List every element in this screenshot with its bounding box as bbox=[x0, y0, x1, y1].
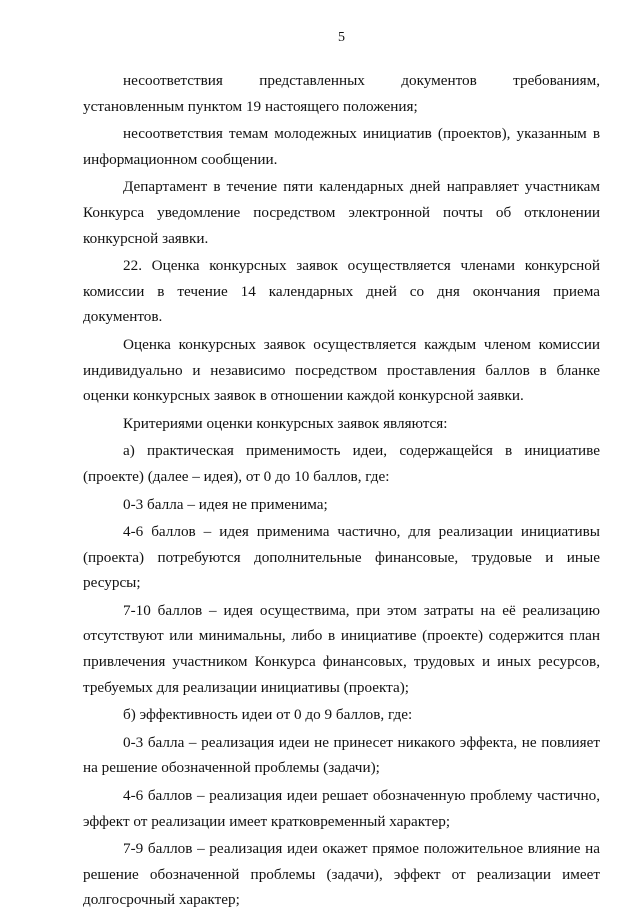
page-number: 5 bbox=[338, 30, 345, 45]
paragraph-13: 4-6 баллов – реализация идеи решает обозначенную проблему частично, эффект от реализации имеет кратковременный характер; bbox=[83, 787, 600, 830]
paragraph-11: б) эффективность идеи от 0 до 9 баллов, где: bbox=[123, 706, 413, 724]
paragraph-10: 7-10 баллов – идея осуществима, при этом затраты на её реализацию отсутствуют или минимальны, либо в инициативе (проекте) содержится план привлечения участником Конкурса финансовых, трудовых и иных ресурсов, требуемых для реализации инициативы (проекта); bbox=[83, 601, 600, 696]
paragraph-2: несоответствия темам молодежных инициатив (проектов), указанным в информационном сообщении. bbox=[83, 125, 600, 168]
paragraph-14: 7-9 баллов – реализация идеи окажет прямое положительное влияние на решение обозначенной проблемы (задачи), эффект от реализации имеет долгосрочный характер; bbox=[83, 840, 600, 909]
paragraph-6: Критериями оценки конкурсных заявок являются: bbox=[123, 414, 448, 432]
paragraph-3: Департамент в течение пяти календарных дней направляет участникам Конкурса уведомление посредством электронной почты об отклонении конкурсной заявки. bbox=[83, 178, 600, 247]
paragraph-1: несоответствия представленных документов требованиям, установленным пунктом 19 настоящего положения; bbox=[83, 72, 600, 115]
paragraph-8: 0-3 балла – идея не применима; bbox=[123, 495, 328, 513]
paragraph-5: Оценка конкурсных заявок осуществляется каждым членом комиссии индивидуально и независимо посредством проставления баллов в бланке оценки конкурсных заявок в отношении каждой конкурсной заявки. bbox=[83, 335, 600, 405]
paragraph-4: 22. Оценка конкурсных заявок осуществляется членами конкурсной комиссии в течение 14 календарных дней со дня окончания приема документов. bbox=[83, 257, 600, 326]
paragraph-9: 4-6 баллов – идея применима частично, для реализации инициативы (проекта) потребуются дополнительные финансовые, трудовые и иные ресурсы; bbox=[83, 523, 600, 592]
paragraph-12: 0-3 балла – реализация идеи не принесет никакого эффекта, не повлияет на решение обозначенной проблемы (задачи); bbox=[83, 733, 600, 777]
paragraph-7: а) практическая применимость идеи, содержащейся в инициативе (проекте) (далее – идея), от 0 до 10 баллов, где: bbox=[83, 442, 600, 485]
